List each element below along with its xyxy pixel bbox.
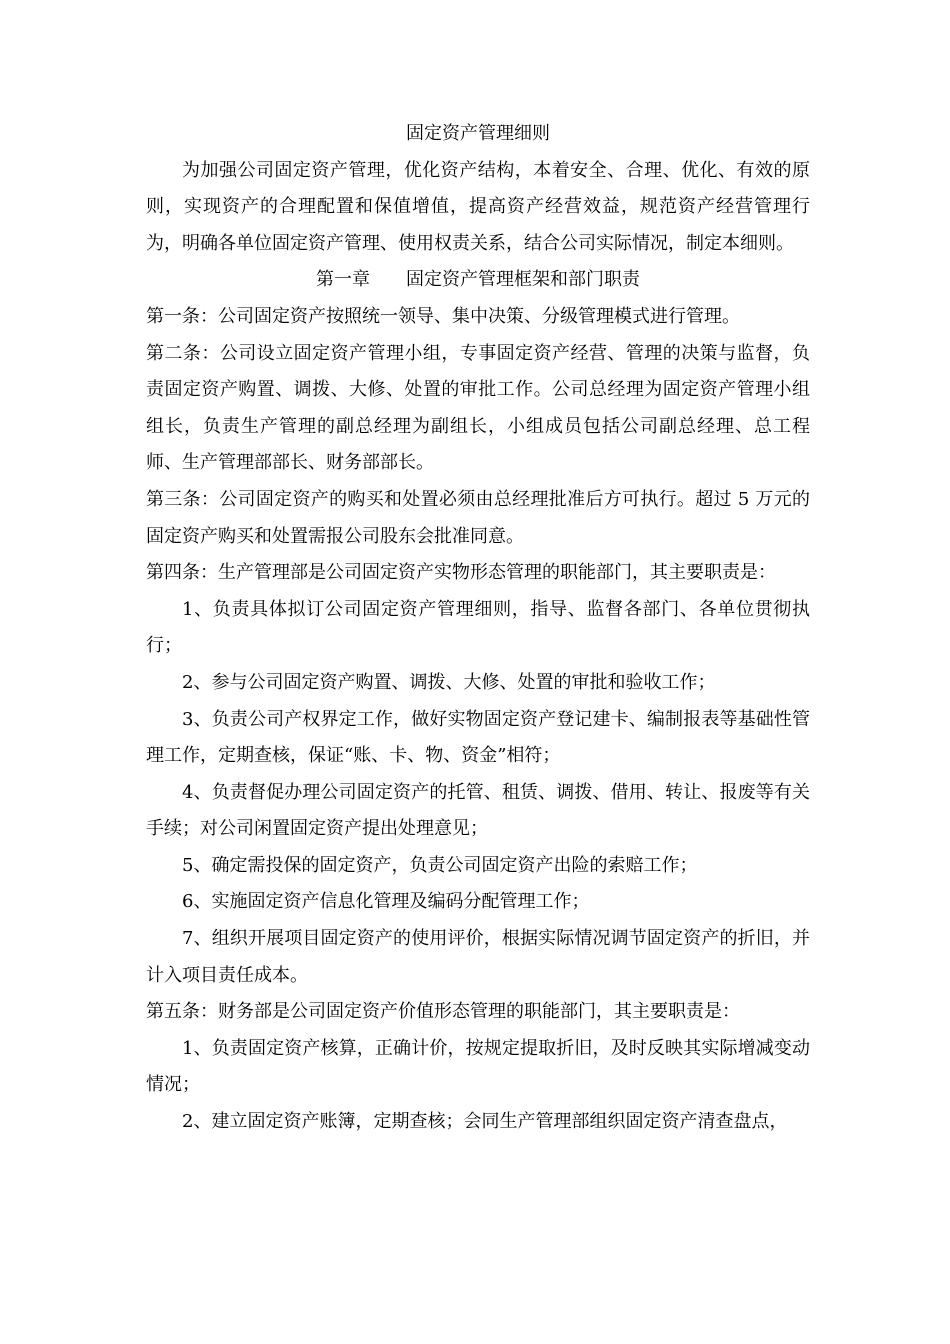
chapter-title: 固定资产管理框架和部门职责 — [406, 269, 640, 291]
intro-paragraph: 为加强公司固定资产管理，优化资产结构，本着安全、合理、优化、有效的原则，实现资产的合理配置和保值增值，提高资产经营效益，规范资产经营管理行为，明确各单位固定资产管理、使用权责关系，结合公司实际情况，制定本细则。 — [146, 159, 810, 254]
chapter-number: 第一章 — [316, 269, 370, 291]
article-4-item: 5、确定需投保的固定资产，负责公司固定资产出险的索赔工作； — [182, 854, 698, 876]
article-5: 第五条：财务部是公司固定资产价值形态管理的职能部门，其主要职责是： — [146, 1001, 740, 1023]
chapter-heading — [146, 262, 810, 299]
article-4-item: 1、负责具体拟订公司固定资产管理细则，指导、监督各部门、各单位贯彻执行； — [146, 598, 810, 657]
article-5-item: 2、建立固定资产账簿，定期查核；会同生产管理部组织固定资产清查盘点， — [182, 1111, 788, 1133]
article-1: 第一条：公司固定资产按照统一领导、集中决策、分级管理模式进行管理。 — [146, 305, 740, 327]
article-4: 第四条：生产管理部是公司固定资产实物形态管理的职能部门，其主要职责是： — [146, 562, 776, 584]
article-5-item: 1、负责固定资产核算，正确计价，按规定提取折旧，及时反映其实际增减变动情况； — [146, 1037, 810, 1096]
article-2: 第二条：公司设立固定资产管理小组，专事固定资产经营、管理的决策与监督，负责固定资产购置、调拨、大修、处置的审批工作。公司总经理为固定资产管理小组组长，负责生产管理的副总经理为副组长，小组成员包括公司副总经理、总工程师、生产管理部部长、财务部部长。 — [146, 342, 810, 474]
article-4-item: 2、参与公司固定资产购置、调拨、大修、处置的审批和验收工作； — [182, 671, 716, 693]
document-body — [146, 116, 810, 1141]
article-4-item: 7、组织开展项目固定资产的使用评价，根据实际情况调节固定资产的折旧，并计入项目责任成本。 — [146, 928, 810, 986]
article-4-item: 3、负责公司产权界定工作，做好实物固定资产登记建卡、编制报表等基础性管理工作，定期查核，保证“账、卡、物、资金”相符； — [146, 708, 810, 767]
article-3: 第三条：公司固定资产的购买和处置必须由总经理批准后方可执行。超过 5 万元的固定资产购买和处置需报公司股东会批准同意。 — [146, 488, 810, 547]
article-4-item: 6、实施固定资产信息化管理及编码分配管理工作； — [182, 891, 590, 913]
document-title: 固定资产管理细则 — [406, 123, 550, 144]
article-4-item: 4、负责督促办理公司固定资产的托管、租赁、调拨、借用、转让、报废等有关手续；对公司闲置固定资产提出处理意见； — [146, 781, 810, 840]
